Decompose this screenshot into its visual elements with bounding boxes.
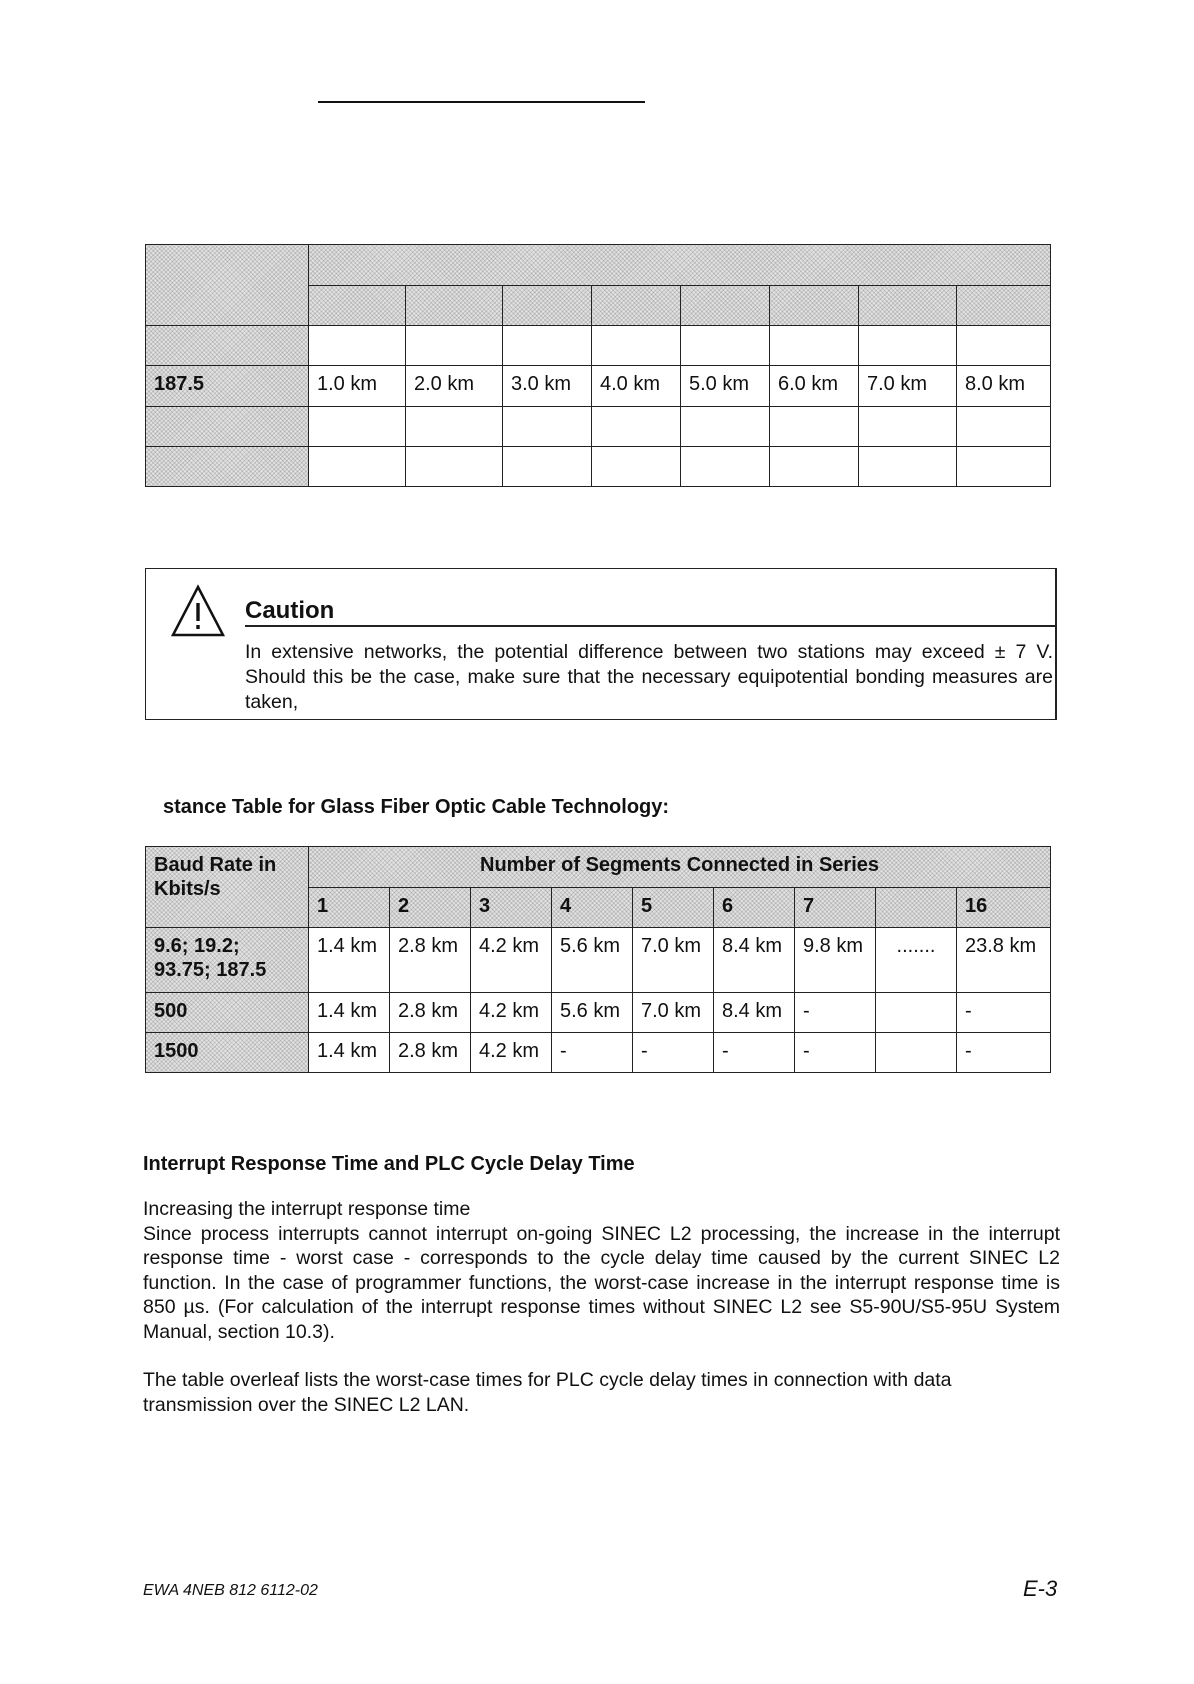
table-row [146, 447, 1051, 487]
distance-cell: ....... [876, 928, 957, 993]
distance-cell: 4.0 km [600, 373, 661, 395]
distance-cell: 4.2 km [471, 1033, 552, 1073]
paragraph-interrupt-response [143, 1197, 1060, 1344]
segment-number-header: 4 [552, 888, 633, 928]
segments-header: Number of Segments Connected in Series [309, 847, 1051, 888]
distance-cell: - [957, 993, 1051, 1033]
distance-cell: 7.0 km [633, 993, 714, 1033]
baud-rate-cell: 1500 [146, 1033, 309, 1073]
caution-box [145, 568, 1057, 720]
distance-cell: - [957, 1033, 1051, 1073]
distance-cell: 7.0 km [867, 373, 928, 395]
segment-number-header: 3 [471, 888, 552, 928]
segment-number-header: 16 [957, 888, 1051, 928]
distance-cell: 4.2 km [471, 993, 552, 1033]
distance-cell: 8.4 km [714, 993, 795, 1033]
distance-cell: 23.8 km [957, 928, 1051, 993]
fiber-distance-table [145, 846, 1051, 1073]
segment-header-cell [681, 286, 770, 326]
fiber-table-heading: stance Table for Glass Fiber Optic Cable Technology: [163, 796, 670, 818]
paragraph-lead: Increasing the interrupt response time [143, 1198, 471, 1220]
distance-cell: 5.0 km [689, 373, 750, 395]
section-heading: Interrupt Response Time and PLC Cycle Delay Time [143, 1153, 635, 1175]
baud-rate-header: Baud Rate in Kbits/s [146, 847, 309, 928]
paragraph-body: Since process interrupts cannot interrupt on-going SINEC L2 processing, the increase in the interrupt response time - worst case - corresponds to the cycle delay time caused by the current SINEC L2 function. In the case of programmer functions, the worst-case increase in the interrupt response time is 850 µs. (For calculation of the interrupt response times without SINEC L2 see S5-90U/S5-95U System Manual, section 10.3). [143, 1222, 1060, 1343]
distance-cell: 4.2 km [471, 928, 552, 993]
distance-cell: 7.0 km [633, 928, 714, 993]
table-row [146, 366, 1051, 407]
distance-cell: 1.4 km [309, 993, 390, 1033]
caution-text: In extensive networks, the potential difference between two stations may exceed ± 7 V. Should this be the case, make sure that the necessary equipotential bonding measures are taken, [245, 641, 1053, 713]
header-rule [318, 101, 645, 103]
document-number: EWA 4NEB 812 6112-02 [143, 1582, 318, 1599]
segment-number-header: 5 [633, 888, 714, 928]
segment-header-cell [309, 286, 406, 326]
distance-cell: 1.4 km [309, 1033, 390, 1073]
distance-cell: 2.0 km [414, 373, 475, 395]
table-row [146, 326, 1051, 366]
distance-cell: 5.6 km [552, 928, 633, 993]
segment-header-cell [592, 286, 681, 326]
page-number: E-3 [1023, 1576, 1058, 1601]
header-cell-baud [146, 245, 309, 326]
paragraph-overleaf: The table overleaf lists the worst-case times for PLC cycle delay times in connection with data transmission over the SINEC L2 LAN. [143, 1369, 952, 1416]
table-row [146, 928, 1051, 993]
table-row [146, 993, 1051, 1033]
distance-cell: 1.0 km [317, 373, 378, 395]
distance-cell: 5.6 km [552, 993, 633, 1033]
distance-cell: - [552, 1033, 633, 1073]
baud-rate-label: 187.5 [154, 373, 205, 395]
segment-number-header: 6 [714, 888, 795, 928]
baud-rate-cell: 9.6; 19.2; 93.75; 187.5 [146, 928, 309, 993]
segment-number-header: 7 [795, 888, 876, 928]
distance-cell: - [795, 993, 876, 1033]
segment-header-cell [770, 286, 859, 326]
caution-divider [245, 625, 1055, 627]
copper-distance-table [145, 244, 1051, 487]
segment-header-cell [503, 286, 592, 326]
table-row [146, 1033, 1051, 1073]
distance-cell: - [633, 1033, 714, 1073]
distance-cell: - [795, 1033, 876, 1073]
distance-cell: 2.8 km [390, 993, 471, 1033]
distance-cell: 8.0 km [965, 373, 1026, 395]
distance-cell: 1.4 km [309, 928, 390, 993]
segment-header-cell [859, 286, 957, 326]
distance-cell: 6.0 km [778, 373, 839, 395]
baud-rate-cell: 500 [146, 993, 309, 1033]
distance-cell: 8.4 km [714, 928, 795, 993]
table-row [146, 407, 1051, 447]
segment-number-header: 2 [390, 888, 471, 928]
segment-header-cell [957, 286, 1051, 326]
distance-cell: 2.8 km [390, 928, 471, 993]
distance-cell: 2.8 km [390, 1033, 471, 1073]
warning-triangle-icon [170, 583, 226, 639]
distance-cell: 9.8 km [795, 928, 876, 993]
segment-number-header [876, 888, 957, 928]
distance-cell: - [714, 1033, 795, 1073]
distance-cell [876, 1033, 957, 1073]
segment-number-header: 1 [309, 888, 390, 928]
caution-title: Caution [245, 597, 335, 624]
header-cell-segments [309, 245, 1051, 286]
distance-cell [876, 993, 957, 1033]
distance-cell: 3.0 km [511, 373, 572, 395]
segment-header-cell [406, 286, 503, 326]
